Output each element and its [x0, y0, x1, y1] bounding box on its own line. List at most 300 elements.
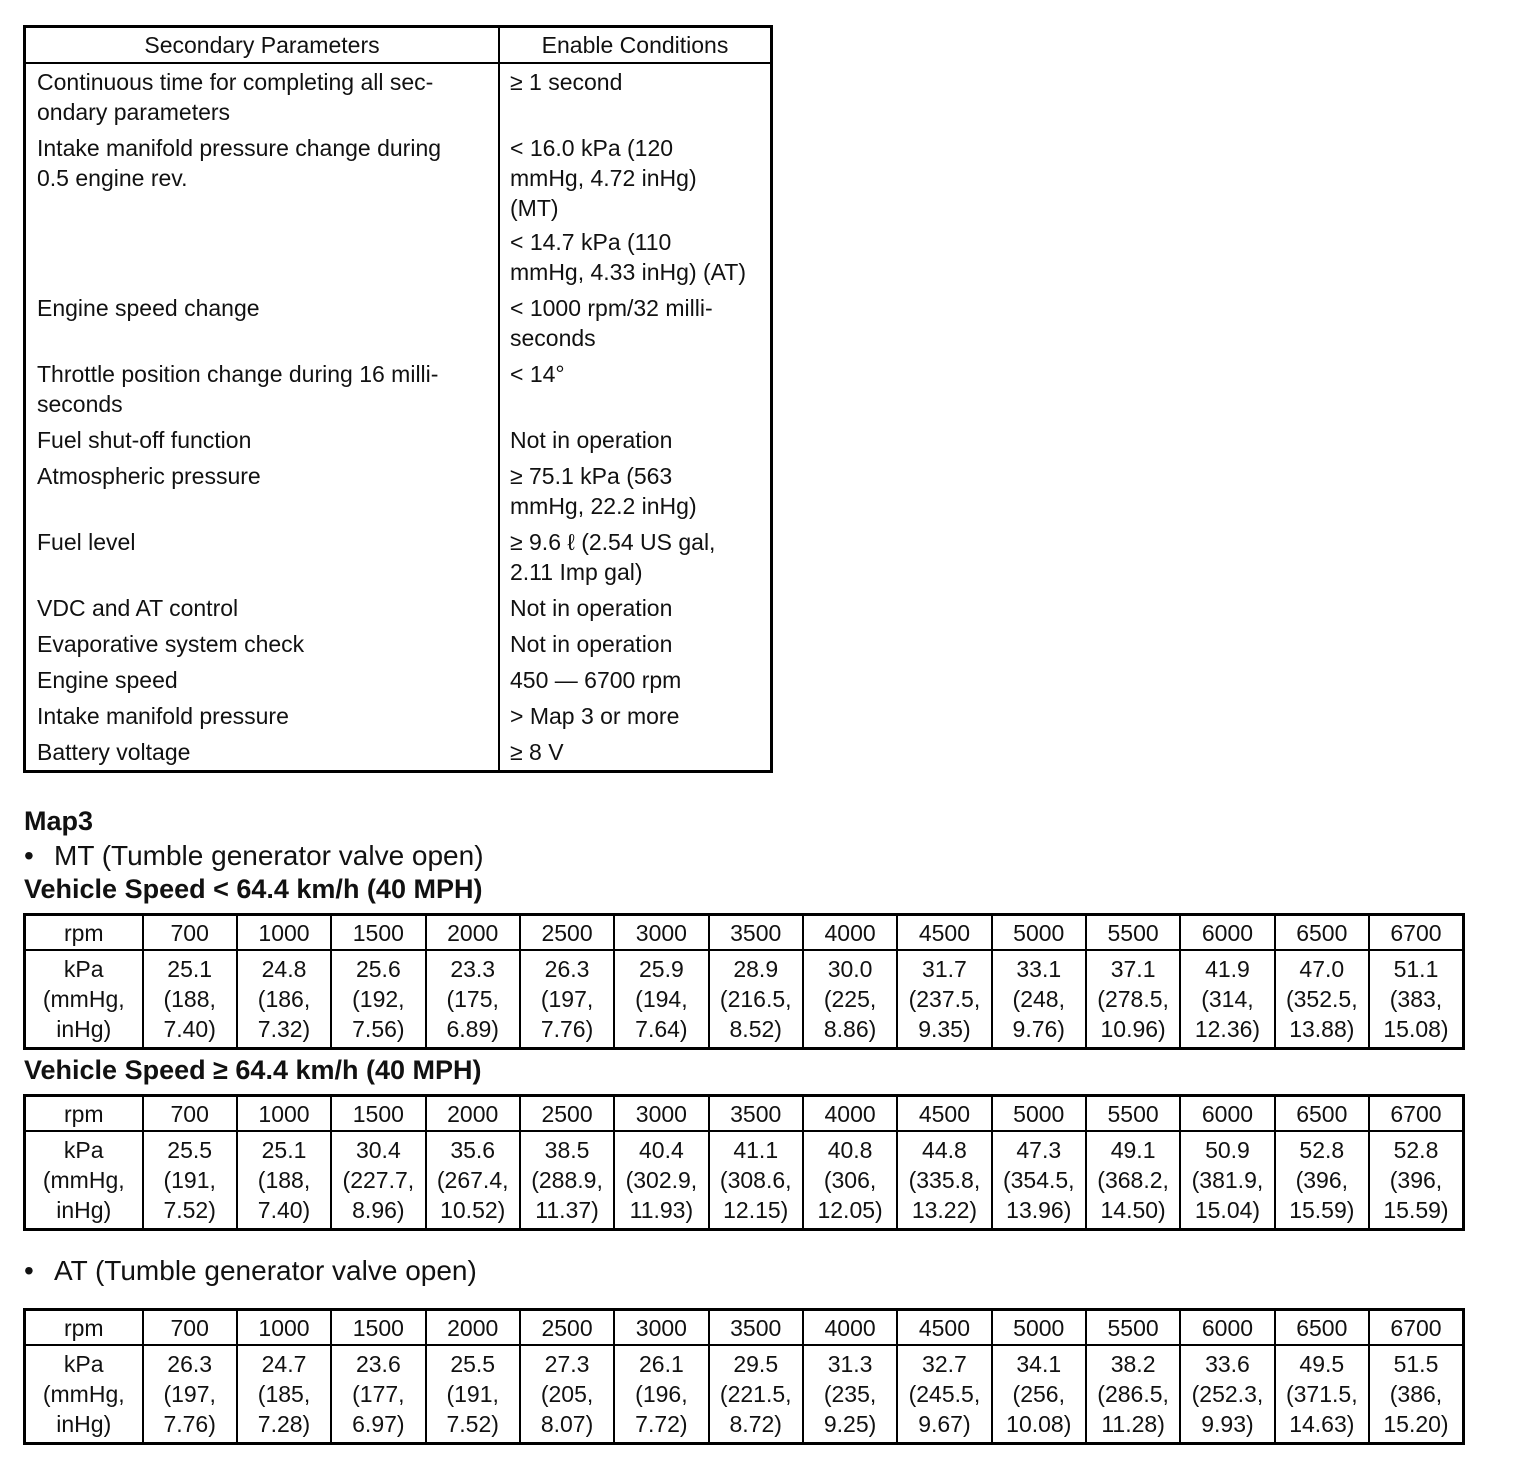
- pressure-value: (185,: [257, 1381, 311, 1407]
- pressure-value: 25.1: [167, 956, 213, 982]
- condition-text: ≥ 9.6 ℓ (2.54 US gal,: [510, 529, 716, 555]
- pressure-value: 13.96): [1006, 1197, 1072, 1223]
- pressure-value: 10.52): [440, 1197, 506, 1223]
- pressure-value: 10.96): [1100, 1016, 1166, 1042]
- pressure-value: (252.3,: [1191, 1381, 1264, 1407]
- condition-text: < 14.7 kPa (110: [510, 229, 672, 255]
- params-row: [25, 524, 772, 590]
- rpm-value: 2500: [520, 1310, 614, 1346]
- params-row: [25, 590, 772, 626]
- condition-text: 450 — 6700 rpm: [510, 667, 682, 693]
- condition-cell: [499, 734, 772, 772]
- param-text: Evaporative system check: [37, 631, 305, 657]
- pressure-cell: [803, 950, 897, 1049]
- pressure-value: (286.5,: [1097, 1381, 1169, 1407]
- condition-cell: [499, 458, 772, 524]
- rpm-value: 2000: [426, 1096, 520, 1132]
- pressure-value: (352.5,: [1285, 986, 1358, 1012]
- at-label: AT (Tumble generator valve open): [54, 1255, 477, 1286]
- rpm-value: 3500: [709, 1096, 803, 1132]
- param-text: Throttle position change during 16 milli-: [37, 361, 439, 387]
- pressure-value: 24.7: [261, 1351, 307, 1377]
- pressure-cell: [426, 1345, 520, 1444]
- rpm-value: 6700: [1369, 1310, 1464, 1346]
- pressure-label-cell: [25, 1345, 143, 1444]
- condition-text: mmHg, 4.33 inHg) (AT): [510, 259, 747, 285]
- pressure-label: (mmHg,: [42, 986, 125, 1012]
- pressure-value: 33.6: [1205, 1351, 1250, 1377]
- speed-low-heading: Vehicle Speed < 64.4 km/h (40 MPH): [24, 874, 483, 904]
- pressure-label-cell: [25, 1131, 143, 1230]
- rpm-value: 6700: [1369, 1096, 1464, 1132]
- condition-text: ≥ 1 second: [510, 69, 623, 95]
- pressure-value: 15.04): [1194, 1197, 1261, 1223]
- pressure-value: 11.28): [1101, 1411, 1165, 1437]
- pressure-value: (188,: [163, 986, 216, 1012]
- pressure-cell: [143, 950, 237, 1049]
- pressure-value: 52.8: [1299, 1137, 1345, 1163]
- rpm-value: 5000: [992, 1096, 1086, 1132]
- rpm-value: 1500: [331, 1310, 425, 1346]
- pressure-value: 40.8: [827, 1137, 873, 1163]
- pressure-cell: [143, 1131, 237, 1230]
- speed-high-heading: Vehicle Speed ≥ 64.4 km/h (40 MPH): [24, 1055, 482, 1085]
- pressure-cell: [803, 1345, 897, 1444]
- pressure-value: 7.76): [163, 1411, 216, 1437]
- rpm-value: 4000: [803, 1096, 897, 1132]
- pressure-value: 26.3: [167, 1351, 213, 1377]
- param-text: Fuel shut-off function: [37, 427, 252, 453]
- params-header-row: [25, 27, 772, 64]
- pressure-value: 9.67): [918, 1411, 971, 1437]
- param-cell: [25, 63, 500, 130]
- pressure-cell: [1086, 1345, 1180, 1444]
- param-cell: [25, 734, 500, 772]
- param-text: 0.5 engine rev.: [37, 165, 188, 191]
- pressure-value: 32.7: [922, 1351, 967, 1377]
- params-row: [25, 356, 772, 422]
- condition-text: Not in operation: [510, 595, 673, 621]
- rpm-value: 4000: [803, 1310, 897, 1346]
- param-text: Atmospheric pressure: [37, 463, 261, 489]
- param-text: Engine speed: [37, 667, 178, 693]
- condition-text: Not in operation: [510, 631, 673, 657]
- pressure-cell: [237, 950, 331, 1049]
- pressure-cell: [992, 1345, 1086, 1444]
- pressure-value: 9.35): [918, 1016, 971, 1042]
- pressure-value: (256,: [1012, 1381, 1065, 1407]
- pressure-value: 10.08): [1006, 1411, 1072, 1437]
- param-cell: [25, 698, 500, 734]
- pressure-value: (175,: [446, 986, 499, 1012]
- condition-cell: [499, 356, 772, 422]
- pressure-value: 26.1: [639, 1351, 684, 1377]
- rpm-row: [25, 915, 1464, 951]
- param-cell: [25, 130, 500, 290]
- pressure-cell: [1275, 950, 1369, 1049]
- pressure-cell: [331, 1345, 425, 1444]
- pressure-value: (196,: [635, 1381, 688, 1407]
- pressure-value: (227.7,: [342, 1167, 415, 1193]
- rpm-value: 6000: [1180, 1310, 1274, 1346]
- pressure-value: (396,: [1295, 1167, 1349, 1193]
- pressure-value: 15.59): [1289, 1197, 1355, 1223]
- pressure-label: kPa: [63, 1137, 104, 1163]
- pressure-label: (mmHg,: [42, 1167, 125, 1193]
- condition-text: 2.11 Imp gal): [510, 559, 643, 585]
- pressure-value: (386,: [1389, 1381, 1443, 1407]
- bullet-icon: •: [24, 840, 34, 871]
- pressure-value: 7.32): [257, 1016, 311, 1042]
- pressure-value: 14.50): [1100, 1197, 1166, 1223]
- rpm-value: 5500: [1086, 1096, 1180, 1132]
- pressure-value: (192,: [352, 986, 405, 1012]
- pressure-value: (371.5,: [1285, 1381, 1358, 1407]
- params-row: [25, 734, 772, 772]
- condition-text: mmHg, 4.72 inHg): [510, 165, 697, 191]
- condition-text: ≥ 75.1 kPa (563: [510, 463, 673, 489]
- rpm-value: 3000: [614, 915, 708, 951]
- rpm-value: 1000: [237, 1310, 331, 1346]
- pressure-row: [25, 950, 1464, 1049]
- pressure-value: 28.9: [733, 956, 779, 982]
- pressure-cell: [1275, 1345, 1369, 1444]
- condition-cell: [499, 698, 772, 734]
- pressure-value: (314,: [1201, 986, 1254, 1012]
- params-row: [25, 662, 772, 698]
- pressure-value: 12.36): [1194, 1016, 1261, 1042]
- rpm-label: rpm: [25, 1310, 143, 1346]
- pressure-value: 15.20): [1383, 1411, 1449, 1437]
- rpm-value: 6500: [1275, 1310, 1369, 1346]
- pressure-value: 35.6: [450, 1137, 496, 1163]
- pressure-label: (mmHg,: [42, 1381, 125, 1407]
- condition-text: (MT): [510, 195, 559, 221]
- pressure-value: (306,: [823, 1167, 877, 1193]
- pressure-cell: [520, 950, 614, 1049]
- pressure-cell: [426, 1131, 520, 1230]
- condition-cell: [499, 63, 772, 130]
- rpm-value: 2500: [520, 915, 614, 951]
- pressure-cell: [614, 1345, 708, 1444]
- pressure-value: (221.5,: [719, 1381, 792, 1407]
- pressure-value: 41.1: [733, 1137, 779, 1163]
- params-row: [25, 422, 772, 458]
- pressure-value: (177,: [352, 1381, 405, 1407]
- condition-cell: [499, 524, 772, 590]
- pressure-value: 7.40): [163, 1016, 216, 1042]
- header-secondary-parameters: Secondary Parameters: [25, 27, 500, 64]
- pressure-cell: [897, 1131, 991, 1230]
- pressure-value: 7.72): [635, 1411, 688, 1437]
- param-text: Intake manifold pressure change during: [37, 135, 442, 161]
- pressure-value: 37.1: [1110, 956, 1156, 982]
- pressure-cell: [803, 1131, 897, 1230]
- pressure-value: 15.59): [1383, 1197, 1449, 1223]
- pressure-value: 7.56): [352, 1016, 405, 1042]
- pressure-value: (308.6,: [719, 1167, 792, 1193]
- pressure-value: 33.1: [1016, 956, 1062, 982]
- pressure-cell: [1086, 950, 1180, 1049]
- pressure-cell: [237, 1345, 331, 1444]
- rpm-value: 6500: [1275, 915, 1369, 951]
- map-table-at: [23, 1308, 1465, 1445]
- pressure-cell: [709, 1131, 803, 1230]
- param-text: Engine speed change: [37, 295, 260, 321]
- pressure-cell: [1180, 950, 1274, 1049]
- param-text: ondary parameters: [37, 99, 231, 125]
- pressure-value: (191,: [163, 1167, 216, 1193]
- pressure-label: kPa: [63, 1351, 104, 1377]
- pressure-value: 31.3: [827, 1351, 873, 1377]
- pressure-value: 12.15): [723, 1197, 789, 1223]
- param-text: Fuel level: [37, 529, 136, 555]
- condition-cell: [499, 130, 772, 290]
- pressure-label: inHg): [56, 1411, 112, 1437]
- pressure-value: 7.52): [446, 1411, 499, 1437]
- pressure-value: (278.5,: [1097, 986, 1169, 1012]
- params-row: [25, 698, 772, 734]
- pressure-value: 52.8: [1393, 1137, 1439, 1163]
- rpm-value: 1000: [237, 1096, 331, 1132]
- pressure-value: (335.8,: [908, 1167, 981, 1193]
- pressure-value: (288.9,: [531, 1167, 603, 1193]
- pressure-cell: [614, 1131, 708, 1230]
- pressure-cell: [143, 1345, 237, 1444]
- param-cell: [25, 458, 500, 524]
- pressure-value: (186,: [257, 986, 311, 1012]
- pressure-cell: [426, 950, 520, 1049]
- rpm-value: 2500: [520, 1096, 614, 1132]
- pressure-cell: [1369, 1345, 1464, 1444]
- param-cell: [25, 290, 500, 356]
- pressure-cell: [709, 950, 803, 1049]
- mt-heading: [24, 840, 484, 872]
- pressure-value: 50.9: [1205, 1137, 1250, 1163]
- pressure-value: 9.93): [1201, 1411, 1254, 1437]
- param-text: VDC and AT control: [37, 595, 239, 621]
- condition-text: < 16.0 kPa (120: [510, 135, 674, 161]
- pressure-value: 8.52): [729, 1016, 782, 1042]
- rpm-value: 6700: [1369, 915, 1464, 951]
- pressure-value: 14.63): [1289, 1411, 1355, 1437]
- map3-title: Map3: [24, 806, 94, 836]
- pressure-value: (354.5,: [1002, 1167, 1075, 1193]
- pressure-value: (248,: [1012, 986, 1065, 1012]
- rpm-value: 5500: [1086, 1310, 1180, 1346]
- pressure-value: 9.76): [1012, 1016, 1065, 1042]
- pressure-value: 25.1: [261, 1137, 307, 1163]
- pressure-value: (197,: [540, 986, 594, 1012]
- condition-text: Not in operation: [510, 427, 673, 453]
- pressure-value: (381.9,: [1191, 1167, 1264, 1193]
- rpm-value: 3500: [709, 1310, 803, 1346]
- params-row: [25, 290, 772, 356]
- rpm-value: 1500: [331, 1096, 425, 1132]
- rpm-value: 6500: [1275, 1096, 1369, 1132]
- pressure-value: 6.89): [446, 1016, 499, 1042]
- pressure-value: 25.5: [450, 1351, 496, 1377]
- pressure-value: 23.6: [355, 1351, 401, 1377]
- pressure-value: 8.96): [352, 1197, 405, 1223]
- condition-text: mmHg, 22.2 inHg): [510, 493, 697, 519]
- rpm-value: 5000: [992, 915, 1086, 951]
- rpm-value: 2000: [426, 915, 520, 951]
- pressure-value: 23.3: [450, 956, 496, 982]
- pressure-cell: [897, 1345, 991, 1444]
- pressure-value: 7.52): [163, 1197, 216, 1223]
- param-cell: [25, 422, 500, 458]
- condition-text: < 1000 rpm/32 milli-: [510, 295, 713, 321]
- params-row: [25, 63, 772, 130]
- pressure-cell: [1180, 1131, 1274, 1230]
- pressure-value: (368.2,: [1097, 1167, 1169, 1193]
- pressure-cell: [1086, 1131, 1180, 1230]
- rpm-value: 2000: [426, 1310, 520, 1346]
- param-cell: [25, 626, 500, 662]
- pressure-value: 51.1: [1393, 956, 1439, 982]
- pressure-value: 25.5: [167, 1137, 213, 1163]
- pressure-cell: [992, 950, 1086, 1049]
- pressure-cell: [1369, 1131, 1464, 1230]
- param-cell: [25, 524, 500, 590]
- pressure-value: 44.8: [922, 1137, 967, 1163]
- pressure-row: [25, 1345, 1464, 1444]
- pressure-value: 40.4: [639, 1137, 684, 1163]
- pressure-value: 15.08): [1383, 1016, 1449, 1042]
- pressure-value: 25.6: [355, 956, 401, 982]
- pressure-value: (194,: [635, 986, 688, 1012]
- condition-cell: [499, 290, 772, 356]
- param-text: Intake manifold pressure: [37, 703, 289, 729]
- param-cell: [25, 356, 500, 422]
- pressure-value: 11.93): [629, 1197, 694, 1223]
- mt-label: MT (Tumble generator valve open): [54, 840, 484, 871]
- params-row: [25, 130, 772, 290]
- pressure-cell: [331, 950, 425, 1049]
- rpm-value: 3500: [709, 915, 803, 951]
- pressure-value: (205,: [540, 1381, 594, 1407]
- bullet-icon: •: [24, 1255, 34, 1286]
- pressure-value: (216.5,: [719, 986, 792, 1012]
- pressure-cell: [897, 950, 991, 1049]
- pressure-value: 9.25): [823, 1411, 877, 1437]
- pressure-value: 47.0: [1299, 956, 1345, 982]
- pressure-value: 29.5: [733, 1351, 779, 1377]
- param-text: Battery voltage: [37, 739, 191, 765]
- pressure-label-cell: [25, 950, 143, 1049]
- pressure-cell: [520, 1131, 614, 1230]
- pressure-value: (197,: [163, 1381, 216, 1407]
- rpm-value: 700: [143, 1310, 237, 1346]
- pressure-value: 31.7: [922, 956, 967, 982]
- rpm-row: [25, 1096, 1464, 1132]
- pressure-cell: [331, 1131, 425, 1230]
- rpm-value: 4500: [897, 1096, 991, 1132]
- condition-text: seconds: [510, 325, 596, 351]
- map-table-mt-high-speed: [23, 1094, 1465, 1231]
- pressure-row: [25, 1131, 1464, 1230]
- pressure-value: 7.28): [257, 1411, 311, 1437]
- pressure-value: (267.4,: [436, 1167, 509, 1193]
- pressure-value: 41.9: [1205, 956, 1250, 982]
- condition-cell: [499, 662, 772, 698]
- pressure-cell: [709, 1345, 803, 1444]
- condition-text: < 14°: [510, 361, 565, 387]
- at-heading: [24, 1255, 477, 1287]
- params-row: [25, 626, 772, 662]
- condition-cell: [499, 590, 772, 626]
- rpm-label: rpm: [25, 915, 143, 951]
- pressure-cell: [614, 950, 708, 1049]
- pressure-value: 47.3: [1016, 1137, 1062, 1163]
- pressure-value: 24.8: [261, 956, 307, 982]
- rpm-label: rpm: [25, 1096, 143, 1132]
- secondary-parameters-table: [23, 25, 773, 773]
- pressure-label: inHg): [56, 1016, 112, 1042]
- pressure-value: 13.22): [911, 1197, 978, 1223]
- pressure-value: 8.07): [540, 1411, 594, 1437]
- rpm-row: [25, 1310, 1464, 1346]
- condition-cell: [499, 422, 772, 458]
- pressure-value: 27.3: [544, 1351, 590, 1377]
- pressure-cell: [1180, 1345, 1274, 1444]
- pressure-value: (245.5,: [908, 1381, 981, 1407]
- pressure-value: 7.64): [635, 1016, 688, 1042]
- rpm-value: 1000: [237, 915, 331, 951]
- pressure-value: (225,: [823, 986, 877, 1012]
- pressure-value: 38.5: [544, 1137, 590, 1163]
- rpm-value: 6000: [1180, 1096, 1274, 1132]
- pressure-value: (235,: [823, 1381, 877, 1407]
- pressure-cell: [1275, 1131, 1369, 1230]
- pressure-value: (237.5,: [908, 986, 981, 1012]
- pressure-value: 49.5: [1299, 1351, 1345, 1377]
- rpm-value: 4500: [897, 915, 991, 951]
- pressure-value: 51.5: [1393, 1351, 1439, 1377]
- param-cell: [25, 662, 500, 698]
- pressure-value: 6.97): [352, 1411, 405, 1437]
- param-cell: [25, 590, 500, 626]
- pressure-value: (396,: [1389, 1167, 1443, 1193]
- pressure-value: 30.0: [827, 956, 873, 982]
- condition-cell: [499, 626, 772, 662]
- pressure-value: 34.1: [1016, 1351, 1062, 1377]
- map-table-mt-low-speed: [23, 913, 1465, 1050]
- condition-text: ≥ 8 V: [510, 739, 564, 765]
- pressure-value: 8.86): [823, 1016, 877, 1042]
- pressure-value: (302.9,: [625, 1167, 698, 1193]
- pressure-value: (383,: [1389, 986, 1443, 1012]
- pressure-value: 7.76): [540, 1016, 594, 1042]
- pressure-value: (191,: [446, 1381, 499, 1407]
- rpm-value: 5500: [1086, 915, 1180, 951]
- pressure-value: 11.37): [535, 1197, 599, 1223]
- pressure-value: (188,: [257, 1167, 311, 1193]
- pressure-value: 49.1: [1110, 1137, 1156, 1163]
- header-enable-conditions: Enable Conditions: [499, 27, 772, 64]
- pressure-value: 13.88): [1289, 1016, 1355, 1042]
- rpm-value: 700: [143, 1096, 237, 1132]
- pressure-label: kPa: [63, 956, 104, 982]
- pressure-value: 8.72): [729, 1411, 782, 1437]
- pressure-value: 30.4: [355, 1137, 401, 1163]
- pressure-cell: [992, 1131, 1086, 1230]
- param-text: Continuous time for completing all sec-: [37, 69, 434, 95]
- pressure-label: inHg): [56, 1197, 112, 1223]
- pressure-value: 7.40): [257, 1197, 311, 1223]
- pressure-cell: [237, 1131, 331, 1230]
